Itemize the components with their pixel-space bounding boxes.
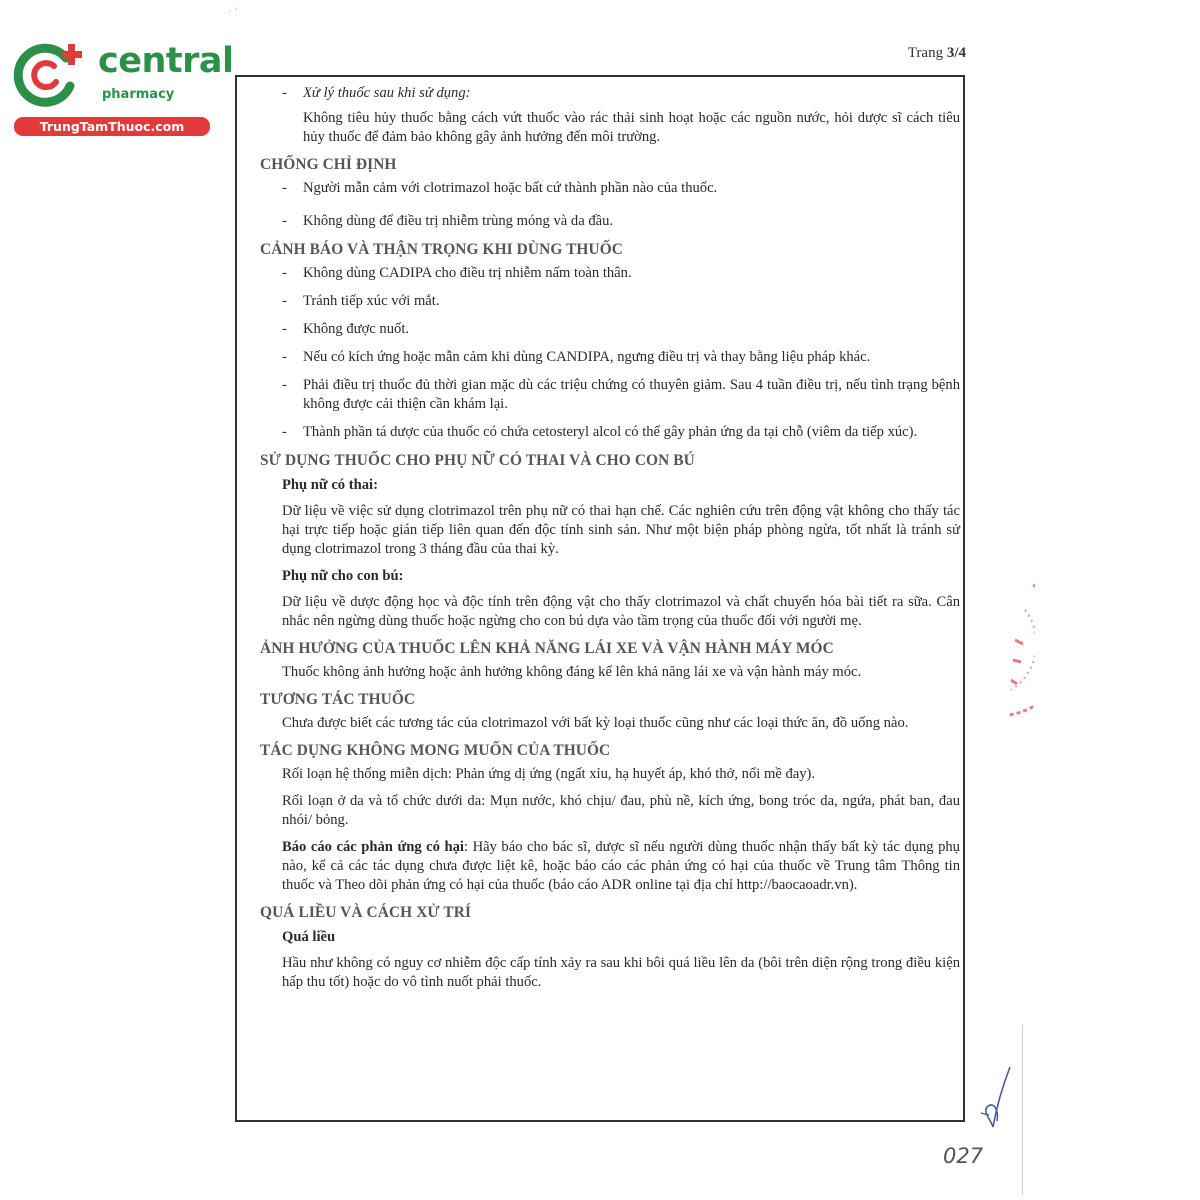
warning-item: - Nếu có kích ứng hoặc mẫn cảm khi dùng CANDIPA, ngưng điều trị và thay bằng liệu pháp khác.	[260, 348, 960, 367]
driving-title: ẢNH HƯỞNG CỦA THUỐC LÊN KHẢ NĂNG LÁI XE VÀ VẬN HÀNH MÁY MÓC	[260, 640, 834, 657]
logo-website-banner[interactable]: TrungTamThuoc.com	[14, 117, 210, 136]
contraindication-item: - Không dùng để điều trị nhiễm trùng móng và da đầu.	[260, 212, 960, 231]
nursing-text: Dữ liệu về dược động học và độc tính trên động vật cho thấy clotrimazol và chất chuyển hóa bài tiết ra sữa. Cân nhắc nên ngừng dùng thuốc hoặc ngừng cho con bú dựa vào tầm trọng của thuốc đối với người mẹ.	[282, 594, 960, 629]
disposal-text: Không tiêu hủy thuốc bằng cách vứt thuốc vào rác thải sinh hoạt hoặc các nguồn nước, hỏi dược sĩ cách tiêu hủy thuốc để đảm bảo không gây ảnh hưởng đến môi trường.	[303, 110, 960, 145]
side-effects-title: TÁC DỤNG KHÔNG MONG MUỐN CỦA THUỐC	[260, 742, 611, 759]
pregnant-text: Dữ liệu về việc sử dụng clotrimazol trên phụ nữ có thai hạn chế. Các nghiên cứu trên động vật không cho thấy tác hại trực tiếp hoặc gián tiếp liên quan đến độc tính sinh sản. Như một biện pháp phòng ngừa, tốt nhất là tránh sử dụng clotrimazol trong 3 tháng đầu của thai kỳ.	[282, 503, 960, 557]
document-content	[260, 84, 960, 1000]
contraindication-item: - Người mẫn cảm với clotrimazol hoặc bất cứ thành phần nào của thuốc.	[260, 179, 960, 198]
logo-subtitle: pharmacy	[102, 87, 175, 102]
page-number	[908, 45, 966, 62]
partial-red-stamp-icon	[995, 580, 1035, 720]
warning-item: - Tránh tiếp xúc với mắt.	[260, 292, 960, 311]
adverse-report-paragraph	[260, 838, 960, 895]
nursing-subheading: Phụ nữ cho con bú:	[282, 568, 404, 584]
interactions-title: TƯƠNG TÁC THUỐC	[260, 691, 416, 708]
pregnancy-title: SỬ DỤNG THUỐC CHO PHỤ NỮ CÓ THAI VÀ CHO CON BÚ	[260, 452, 695, 469]
warnings-title: CẢNH BÁO VÀ THẬN TRỌNG KHI DÙNG THUỐC	[260, 241, 624, 258]
warning-item: - Không được nuốt.	[260, 320, 960, 339]
pharmacy-cross-logo-icon	[10, 38, 90, 108]
warning-item: - Thành phần tá dược của thuốc có chứa cetosteryl alcol có thể gây phản ứng da tại chỗ (viêm da tiếp xúc).	[260, 423, 960, 442]
logo-name: central	[98, 41, 234, 81]
disposal-heading: - Xử lý thuốc sau khi sử dụng:	[260, 84, 960, 103]
driving-text: Thuốc không ảnh hưởng hoặc ảnh hưởng không đáng kể lên khả năng lái xe và vận hành máy móc.	[282, 664, 862, 680]
warning-item: - Không dùng CADIPA cho điều trị nhiễm nấm toàn thân.	[260, 264, 960, 283]
handwritten-page-code: 027	[943, 1144, 984, 1168]
overdose-title: QUÁ LIỀU VÀ CÁCH XỬ TRÍ	[260, 904, 472, 921]
pregnant-subheading: Phụ nữ có thai:	[282, 477, 378, 493]
overdose-subheading: Quá liều	[282, 929, 336, 945]
contraindications-title: CHỐNG CHỈ ĐỊNH	[260, 156, 397, 173]
side-effects-skin: Rối loạn ở da và tổ chức dưới da: Mụn nước, khó chịu/ đau, phù nề, kích ứng, bong tróc da, ngứa, phát ban, đau nhói/ bỏng.	[282, 793, 960, 828]
adverse-report-heading: Báo cáo các phản ứng có hại	[282, 839, 464, 855]
overdose-text: Hầu như không có nguy cơ nhiễm độc cấp tính xảy ra sau khi bôi quá liều lên da (bôi trên diện rộng trong điều kiện hấp thu tốt) hoặc do vô tình nuốt phải thuốc.	[282, 955, 960, 990]
central-pharmacy-logo[interactable]	[10, 38, 234, 138]
page-label: Trang	[907, 45, 944, 61]
signature-icon	[975, 1065, 1025, 1135]
side-effects-immune: Rối loạn hệ thống miễn dịch: Phản ứng dị ứng (ngất xỉu, hạ huyết áp, khó thở, nổi mề đay).	[282, 766, 816, 782]
adverse-report-text: : Hãy báo cho bác sĩ, dược sĩ nếu người dùng thuốc nhận thấy bất kỳ tác dụng phụ nào, kể cả các tác dụng chưa được liệt kê, hoặc báo cáo các phản ứng có hại của thuốc về Trung tâm Thông tin thuốc và Theo dõi phản ứng có hại của thuốc (báo cáo ADR online tại địa chỉ http://baocaoadr.vn).	[282, 839, 960, 893]
warning-item: - Phải điều trị thuốc đủ thời gian mặc dù các triệu chứng có thuyên giảm. Sau 4 tuần điều trị, nếu tình trạng bệnh không được cải thiện cần khám lại.	[260, 376, 960, 414]
interactions-text: Chưa được biết các tương tác của clotrimazol với bất kỳ loại thuốc cũng như các loại thức ăn, đồ uống nào.	[282, 715, 909, 731]
scan-marks: · '	[228, 6, 238, 16]
page-value: 3/4	[946, 45, 966, 61]
